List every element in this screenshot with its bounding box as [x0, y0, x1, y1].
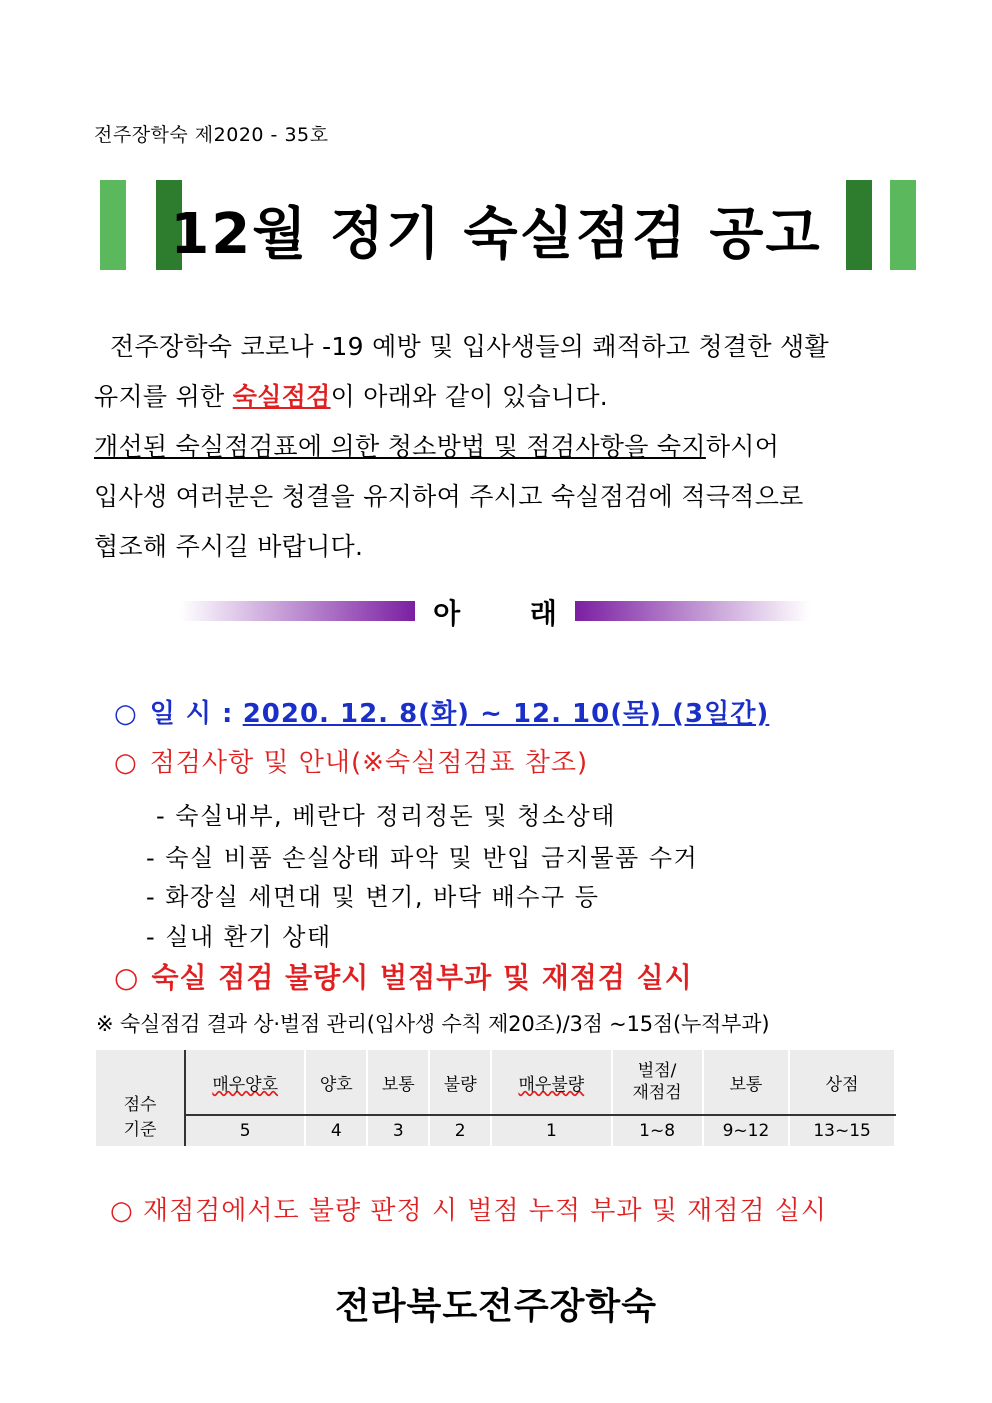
- inspection-heading: 점검사항 및 안내(※숙실점검표 참조): [149, 748, 589, 778]
- intro-line-1: 전주장학숙 코로나 -19 예방 및 입사생들의 쾌적하고 청결한 생활: [110, 332, 829, 361]
- penalty-heading: 숙실 점검 불량시 벌점부과 및 재점검 실시: [151, 961, 693, 994]
- intro-line-3-underlined: 개선된 숙실점검표에 의한 청소방법 및 점검사항을 숙지: [94, 432, 706, 461]
- value-cell: 2: [429, 1115, 491, 1146]
- value-cell: 1~8: [612, 1115, 703, 1146]
- score-table: [96, 1050, 896, 1146]
- header-very-poor: [491, 1050, 611, 1115]
- intro-line-4: 입사생 여러분은 청결을 유지하여 주시고 숙실점검에 적극적으로: [94, 482, 804, 511]
- header-penalty: 벌점/ 재점검: [612, 1050, 703, 1115]
- header-normal-reward: 보통: [703, 1050, 790, 1115]
- schedule-label: 일 시 :: [149, 699, 234, 729]
- header-poor: 불량: [429, 1050, 491, 1115]
- header-merit: 상점: [789, 1050, 895, 1115]
- intro-line-2-pre: 유지를 위한: [94, 382, 233, 411]
- score-header-row: [96, 1050, 895, 1115]
- header-good: 양호: [305, 1050, 367, 1115]
- title-bar-right-outer: [890, 180, 916, 270]
- title-banner: [0, 180, 992, 272]
- value-cell: 4: [305, 1115, 367, 1146]
- inspection-item: - 숙실 비품 손실상태 파악 및 반입 금지물품 수거: [146, 844, 699, 872]
- score-row-label-2: 기준: [96, 1115, 185, 1146]
- section-divider: [180, 596, 810, 630]
- document-number: 전주장학숙 제2020 - 35호: [94, 124, 329, 146]
- inspection-item: - 실내 환기 상태: [146, 923, 332, 951]
- score-note: ※ 숙실점검 결과 상·벌점 관리(입사생 수칙 제20조)/3점 ~15점(누적부과): [96, 1012, 770, 1036]
- section-heading: 아 래: [433, 597, 557, 630]
- schedule-line: [114, 693, 769, 730]
- intro-line-5: 협조해 주시길 바랍니다.: [94, 532, 364, 561]
- value-cell: 1: [491, 1115, 611, 1146]
- header-very-poor-text: 매우불량: [518, 1074, 585, 1095]
- intro-line-2-post: 이 아래와 같이 있습니다.: [330, 382, 609, 411]
- inspection-item: - 숙실내부, 베란다 정리정돈 및 청소상태: [156, 802, 616, 830]
- header-very-good-text: 매우양호: [212, 1074, 279, 1095]
- intro-line-3: [94, 422, 899, 472]
- inspection-bullet: ○: [114, 748, 138, 778]
- header-normal: 보통: [367, 1050, 429, 1115]
- intro-line-2: [94, 372, 899, 422]
- value-cell: 13~15: [789, 1115, 895, 1146]
- inspection-item: - 화장실 세면대 및 변기, 바닥 배수구 등: [146, 883, 600, 911]
- penalty-heading-line: [114, 956, 693, 996]
- value-cell: 5: [185, 1115, 305, 1146]
- highlight-inspection: 숙실점검: [232, 382, 331, 411]
- value-cell: 3: [367, 1115, 429, 1146]
- reinspection-note: ○ 재점검에서도 불량 판정 시 벌점 누적 부과 및 재점검 실시: [110, 1196, 828, 1226]
- score-row-label: 점수: [96, 1050, 185, 1115]
- divider-gradient-right: [575, 601, 810, 621]
- header-very-good: [185, 1050, 305, 1115]
- title-bar-right-inner: [846, 180, 872, 270]
- inspection-heading-line: [114, 742, 588, 779]
- divider-gradient-left: [180, 601, 415, 621]
- intro-line-3-post: 하시어: [705, 432, 780, 461]
- schedule-bullet: ○: [114, 699, 138, 729]
- organization-name: 전라북도전주장학숙: [335, 1286, 657, 1327]
- schedule-value: 2020. 12. 8(화) ~ 12. 10(목) (3일간): [242, 699, 770, 729]
- value-cell: 9~12: [703, 1115, 790, 1146]
- intro-paragraph: [94, 322, 899, 572]
- page-title: 12월 정기 숙실점검 공고: [170, 202, 822, 267]
- score-value-row: [96, 1115, 895, 1146]
- penalty-bullet: ○: [114, 961, 140, 994]
